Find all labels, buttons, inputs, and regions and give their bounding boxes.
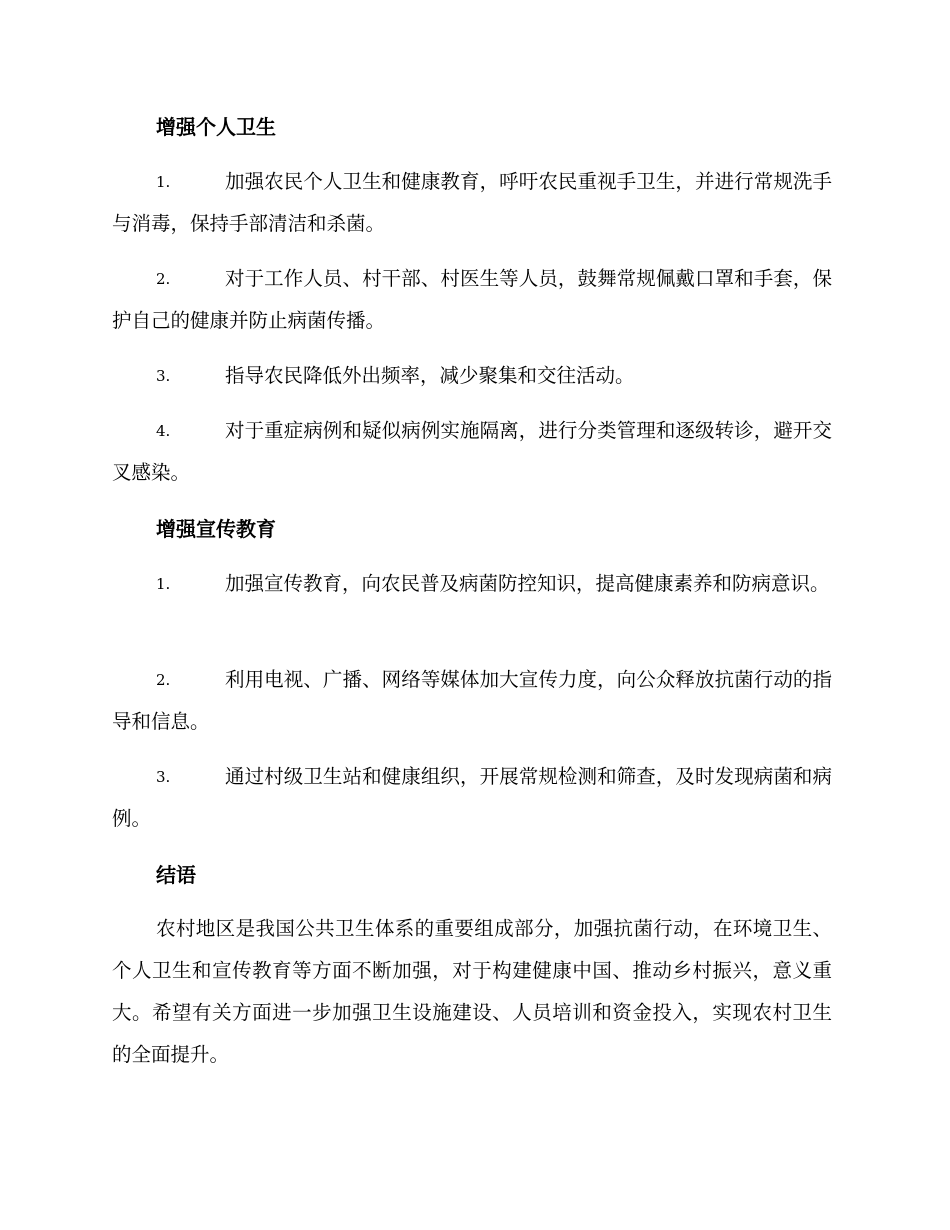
list-item	[112, 410, 832, 494]
list-item	[112, 355, 832, 397]
list-item-text: 对于工作人员、村干部、村医生等人员，鼓舞常规佩戴口罩和手套，保护自己的健康并防止病菌传播。	[112, 267, 832, 332]
section-heading-conclusion: 结语	[156, 863, 196, 887]
list-item	[112, 563, 832, 605]
list-item-text: 加强宣传教育，向农民普及病菌防控知识，提高健康素养和防病意识。	[225, 572, 830, 595]
section-heading-publicity-education: 增强宣传教育	[156, 517, 276, 541]
list-item-text: 对于重症病例和疑似病例实施隔离，进行分类管理和逐级转诊，避开交叉感染。	[112, 419, 832, 484]
section-heading-personal-hygiene: 增强个人卫生	[156, 115, 276, 139]
list-item-number: 1.	[156, 575, 171, 593]
conclusion-paragraph: 农村地区是我国公共卫生体系的重要组成部分，加强抗菌行动，在环境卫生、个人卫生和宣传教育等方面不断加强，对于构建健康中国、推动乡村振兴，意义重大。希望有关方面进一步加强卫生设施建设、人员培训和资金投入，实现农村卫生的全面提升。	[112, 917, 832, 1066]
list-item-number: 3.	[156, 367, 171, 385]
list-item-text: 通过村级卫生站和健康组织，开展常规检测和筛查，及时发现病菌和病例。	[112, 765, 832, 830]
list-item-number: 2.	[156, 270, 171, 288]
list-item-number: 1.	[156, 173, 171, 191]
list-item-number: 3.	[156, 768, 171, 786]
list-item	[112, 756, 832, 840]
list-item-number: 2.	[156, 671, 171, 689]
list-item-number: 4.	[156, 422, 171, 440]
list-item-text: 指导农民降低外出频率，减少聚集和交往活动。	[225, 364, 635, 387]
list-item	[112, 258, 832, 342]
list-item	[112, 161, 832, 245]
list-item-text: 利用电视、广播、网络等媒体加大宣传力度，向公众释放抗菌行动的指导和信息。	[112, 668, 832, 733]
list-item	[112, 659, 832, 743]
list-item-text: 加强农民个人卫生和健康教育，呼吁农民重视手卫生，并进行常规洗手与消毒，保持手部清洁和杀菌。	[112, 170, 832, 235]
